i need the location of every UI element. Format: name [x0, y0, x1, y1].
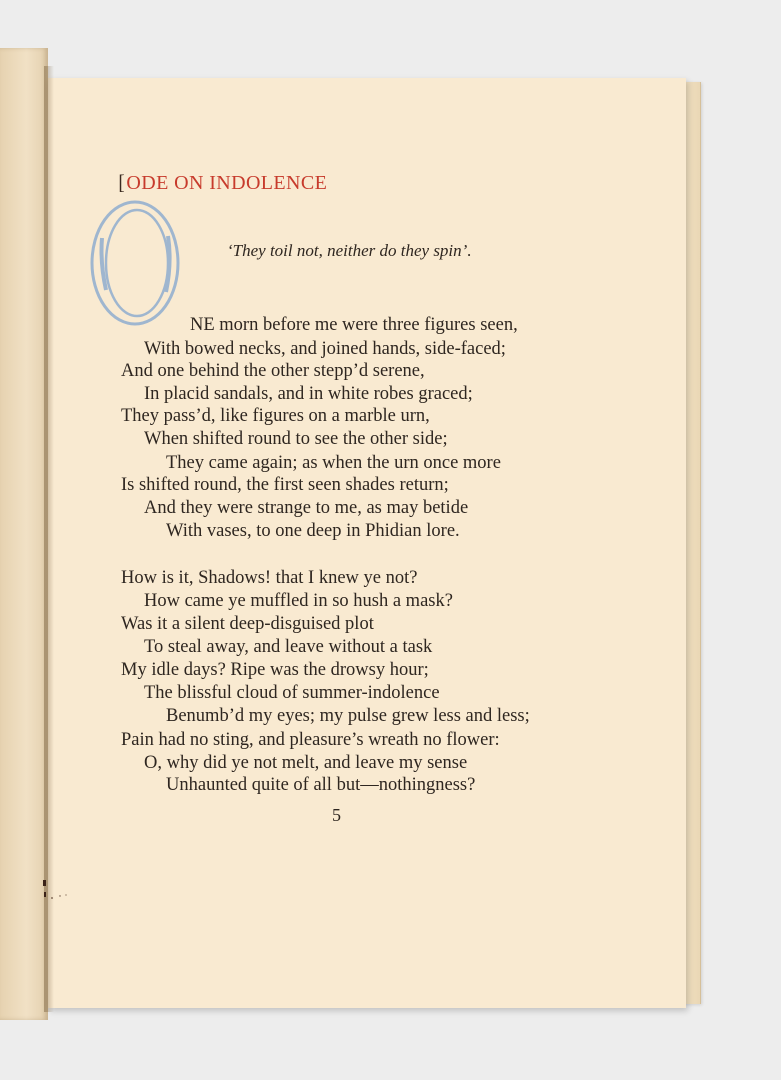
epigraph: ‘They toil not, neither do they spin’.: [227, 241, 472, 260]
verse-line: NE morn before me were three figures seen,: [190, 315, 518, 335]
verse-line: With vases, to one deep in Phidian lore.: [166, 521, 460, 541]
verse-line: They came again; as when the urn once more: [166, 453, 501, 473]
verse-line: Pain had no sting, and pleasure’s wreath no flower:: [121, 730, 500, 750]
poem-title: [118, 170, 327, 195]
paragraph-mark-icon: [: [118, 170, 126, 194]
verse-line: And one behind the other stepp’d serene,: [121, 361, 425, 381]
verse-line: When shifted round to see the other side;: [144, 429, 448, 449]
verse-line: O, why did ye not melt, and leave my sense: [144, 753, 468, 773]
drop-cap-o: [88, 198, 182, 328]
verse-line: In placid sandals, and in white robes graced;: [144, 384, 473, 404]
verse-line: Was it a silent deep-disguised plot: [121, 614, 374, 634]
gutter-shadow: [44, 66, 54, 1012]
paper-speck-marks: [40, 878, 70, 918]
poem-title-text: ODE ON INDOLENCE: [126, 172, 328, 194]
verse-line: Benumb’d my eyes; my pulse grew less and less;: [166, 706, 530, 726]
verse-line: With bowed necks, and joined hands, side-faced;: [144, 339, 506, 359]
verse-line: And they were strange to me, as may betide: [144, 498, 469, 518]
verse-line: They pass’d, like figures on a marble urn,: [121, 406, 430, 426]
verse-line: My idle days? Ripe was the drowsy hour;: [121, 660, 429, 680]
facing-page-edge: [0, 48, 48, 1020]
verse-line: Is shifted round, the first seen shades return;: [121, 475, 449, 495]
verse-line: The blissful cloud of summer-indolence: [144, 683, 440, 703]
page-number: 5: [332, 805, 341, 825]
verse-line: How is it, Shadows! that I knew ye not?: [121, 568, 418, 588]
verse-line: Unhaunted quite of all but—nothingness?: [166, 775, 476, 795]
verse-line: To steal away, and leave without a task: [144, 637, 433, 657]
verse-line: How came ye muffled in so hush a mask?: [144, 591, 453, 611]
